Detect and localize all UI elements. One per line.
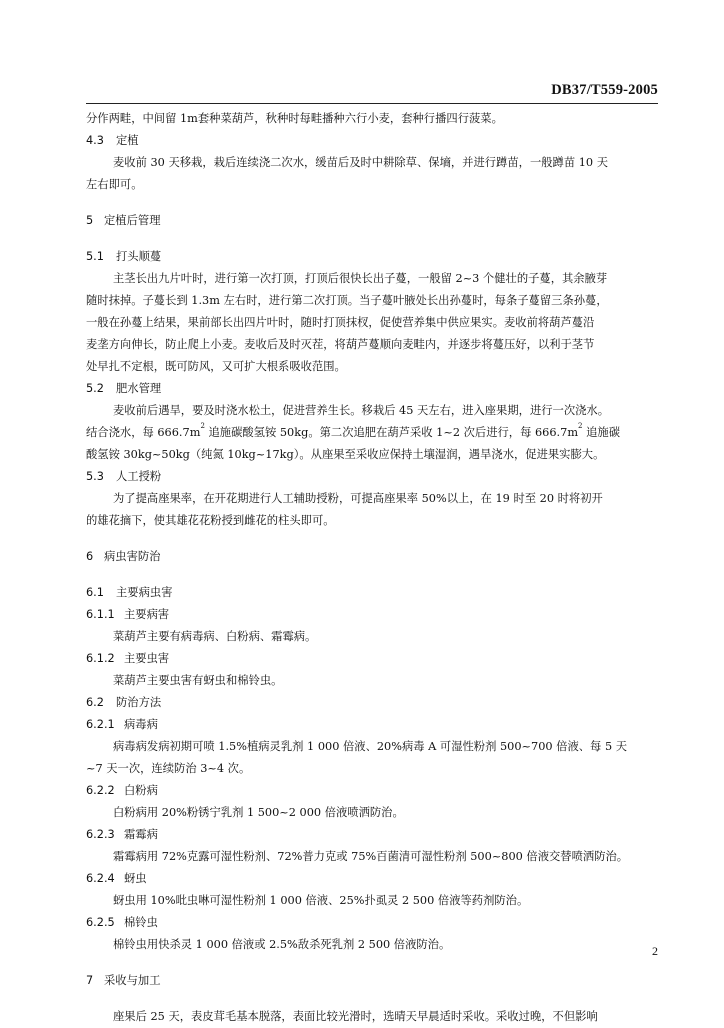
page-number: 2 — [652, 944, 658, 958]
section-heading-6-2-1: 6.2.1 病毒病 — [86, 718, 158, 731]
section-heading-5: 5 定植后管理 — [86, 214, 161, 227]
paragraph-line: 菜葫芦主要虫害有蚜虫和棉铃虫。 — [113, 674, 283, 687]
paragraph-line: 为了提高座果率，在开花期进行人工辅助授粉，可提高座果率 50%以上，在 19 时至 20 时将初开 — [113, 492, 603, 505]
section-heading-6-2-5: 6.2.5 棉铃虫 — [86, 916, 158, 929]
paragraph-line: 一般在孙蔓上结果，果前部长出四片叶时，随时打顶抹杈，促使营养集中供应果实。麦收前将葫芦蔓沿 — [86, 316, 595, 329]
section-heading-6-1: 6.1 主要病虫害 — [86, 586, 173, 599]
paragraph-line: 座果后 25 天，表皮茸毛基本脱落，表面比较光滑时，选晴天早晨适时采收。采收过晚，不但影响 — [113, 1010, 598, 1023]
paragraph-line: 蚜虫用 10%吡虫啉可湿性粉剂 1 000 倍液、25%扑虱灵 2 500 倍液等药剂防治。 — [113, 894, 529, 907]
section-heading-6-2-4: 6.2.4 蚜虫 — [86, 872, 147, 885]
section-heading-7: 7 采收与加工 — [86, 974, 161, 987]
paragraph-line: 棉铃虫用快杀灵 1 000 倍液或 2.5%敌杀死乳剂 2 500 倍液防治。 — [113, 938, 451, 951]
paragraph-line: 处早扎不定根，既可防风，又可扩大根系吸收范围。 — [86, 360, 346, 373]
paragraph-line: 病毒病发病初期可喷 1.5%植病灵乳剂 1 000 倍液、20%病毒 A 可湿性粉剂 500~700 倍液、每 5 天 — [113, 740, 628, 753]
paragraph-line: 的雄花摘下，使其雄花花粉授到雌花的柱头即可。 — [86, 514, 335, 527]
superscript: 2 — [578, 422, 583, 430]
section-heading-6-1-2: 6.1.2 主要虫害 — [86, 652, 170, 665]
paragraph-line: 主茎长出九片叶时，进行第一次打顶，打顶后很快长出子蔓，一般留 2~3 个健壮的子蔓，其余腋芽 — [113, 272, 608, 285]
section-heading-6: 6 病虫害防治 — [86, 550, 161, 563]
paragraph-line: 随时抹掉。子蔓长到 1.3m 左右时，进行第二次打顶。当子蔓叶腋处长出孙蔓时，每条子蔓留三条孙蔓， — [86, 294, 608, 307]
paragraph-line: ~7 天一次，连续防治 3~4 次。 — [86, 762, 251, 775]
superscript: 2 — [200, 422, 205, 430]
section-heading-4-3: 4.3 定植 — [86, 134, 139, 147]
section-heading-6-2-2: 6.2.2 白粉病 — [86, 784, 158, 797]
section-heading-6-1-1: 6.1.1 主要病害 — [86, 608, 170, 621]
paragraph-line: 左右即可。 — [86, 178, 143, 191]
paragraph-line: 结合浇水，每 $666.7m^2$ 追施碳酸氢铵 50kg。第二次追肥在葫芦采收 1~2 次后进行，每 $666.7m^2$ 追施碳 — [86, 422, 620, 439]
paragraph-line: 菜葫芦主要有病毒病、白粉病、霜霉病。 — [113, 630, 317, 643]
paragraph-line: 麦垄方向伸长，防止爬上小麦。麦收后及时灭茬，将葫芦蔓顺向麦畦内，并逐步将蔓压好，以利于茎节 — [86, 338, 595, 351]
section-heading-5-2: 5.2 肥水管理 — [86, 382, 162, 395]
paragraph-line: 酸氢铵 30kg~50kg（纯氮 10kg~17kg）。从座果至采收应保持土壤湿润，遇旱浇水，促进果实膨大。 — [86, 448, 605, 461]
paragraph-line: 霜霉病用 72%克露可湿性粉剂、72%普力克或 75%百菌清可湿性粉剂 500~800 倍液交替喷洒防治。 — [113, 850, 629, 863]
section-heading-5-3: 5.3 人工授粉 — [86, 470, 162, 483]
paragraph-line: 白粉病用 20%粉锈宁乳剂 1 500~2 000 倍液喷洒防治。 — [113, 806, 404, 819]
document-body — [86, 108, 658, 1028]
header-rule — [86, 103, 658, 104]
section-heading-5-1: 5.1 打头顺蔓 — [86, 250, 162, 263]
document-code: DB37/T559-2005 — [551, 82, 658, 98]
paragraph-line: 麦收前 30 天移栽，栽后连续浇二次水，缓苗后及时中耕除草、保墒，并进行蹲苗，一般蹲苗 10 天 — [113, 156, 608, 169]
section-heading-6-2: 6.2 防治方法 — [86, 696, 162, 709]
paragraph-line: 麦收前后遇旱，要及时浇水松土，促进营养生长。移栽后 45 天左右，进入座果期，进行一次浇水。 — [113, 404, 610, 417]
section-heading-6-2-3: 6.2.3 霜霉病 — [86, 828, 158, 841]
paragraph-line: 分作两畦，中间留 1m套种菜葫芦，秋种时每畦播种六行小麦，套种行播四行菠菜。 — [86, 112, 503, 125]
